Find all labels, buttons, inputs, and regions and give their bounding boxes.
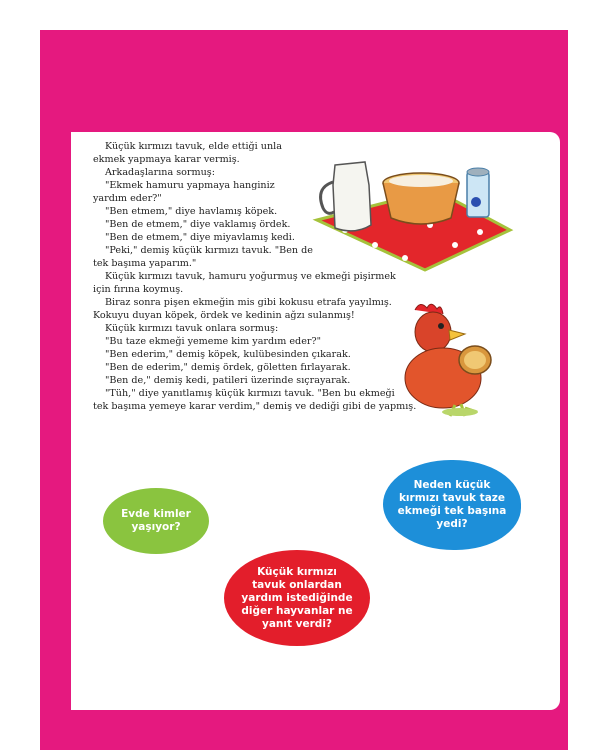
question-green-text: Evde kimler yaşıyor? xyxy=(121,508,191,533)
story-line: "Peki," demiş küçük kırmızı tavuk. "Ben de xyxy=(105,245,313,256)
story-line: Kokuyu duyan köpek, ördek ve kedinin ağzı sulanmış! xyxy=(93,310,355,321)
story-line: "Ekmek hamuru yapmaya hanginiz xyxy=(105,180,275,191)
story-line: Küçük kırmızı tavuk onlara sormuş: xyxy=(105,323,279,334)
story-line: ekmek yapmaya karar vermiş. xyxy=(93,154,240,165)
section-tab-label: OKUMA xyxy=(532,345,548,405)
story-line: Küçük kırmızı tavuk, hamuru yoğurmuş ve ekmeği pişirmek xyxy=(105,271,396,282)
question-bubble-blue xyxy=(383,460,521,550)
section-tab xyxy=(527,325,553,425)
story-line: "Ben de etmem," diye miyavlamış kedi. xyxy=(105,232,295,243)
question-bubble-green xyxy=(103,488,209,554)
story-line: "Bu taze ekmeği yememe kim yardım eder?" xyxy=(105,336,322,347)
question-bubble-red xyxy=(224,550,370,646)
story-line: "Tüh," diye yanıtlamış küçük kırmızı tavuk. "Ben bu ekmeği xyxy=(105,388,395,399)
story-line: Biraz sonra pişen ekmeğin mis gibi kokusu etrafa yayılmış. xyxy=(105,297,392,308)
story-line: yardım eder?" xyxy=(93,193,162,204)
story-line: "Ben de," demiş kedi, patileri üzerinde sıçrayarak. xyxy=(105,375,351,386)
kitchen-illustration xyxy=(305,150,520,280)
story-line: "Ben etmem," diye havlamış köpek. xyxy=(105,206,278,217)
story-line: Arkadaşlarına sormuş: xyxy=(105,167,215,178)
hen-illustration xyxy=(395,300,505,420)
story-line: "Ben de ederim," demiş ördek, göletten fırlayarak. xyxy=(105,362,351,373)
story-line: Küçük kırmızı tavuk, elde ettiği unla xyxy=(105,141,282,152)
story-line: tek başıma yemeye karar verdim," demiş ve dediği gibi de yapmış. xyxy=(93,401,417,412)
question-blue-text: Neden küçük kırmızı tavuk taze ekmeği tek başına yedi? xyxy=(397,479,507,530)
story-line: "Ben de etmem," diye vaklamış ördek. xyxy=(105,219,291,230)
question-red-text: Küçük kırmızı tavuk onlardan yardım istediğinde diğer hayvanlar ne yanıt verdi? xyxy=(241,565,353,630)
story-line: tek başıma yaparım." xyxy=(93,258,197,269)
story-line: için fırına koymuş. xyxy=(93,284,184,295)
story-line: "Ben ederim," demiş köpek, kulübesinden çıkarak. xyxy=(105,349,351,360)
